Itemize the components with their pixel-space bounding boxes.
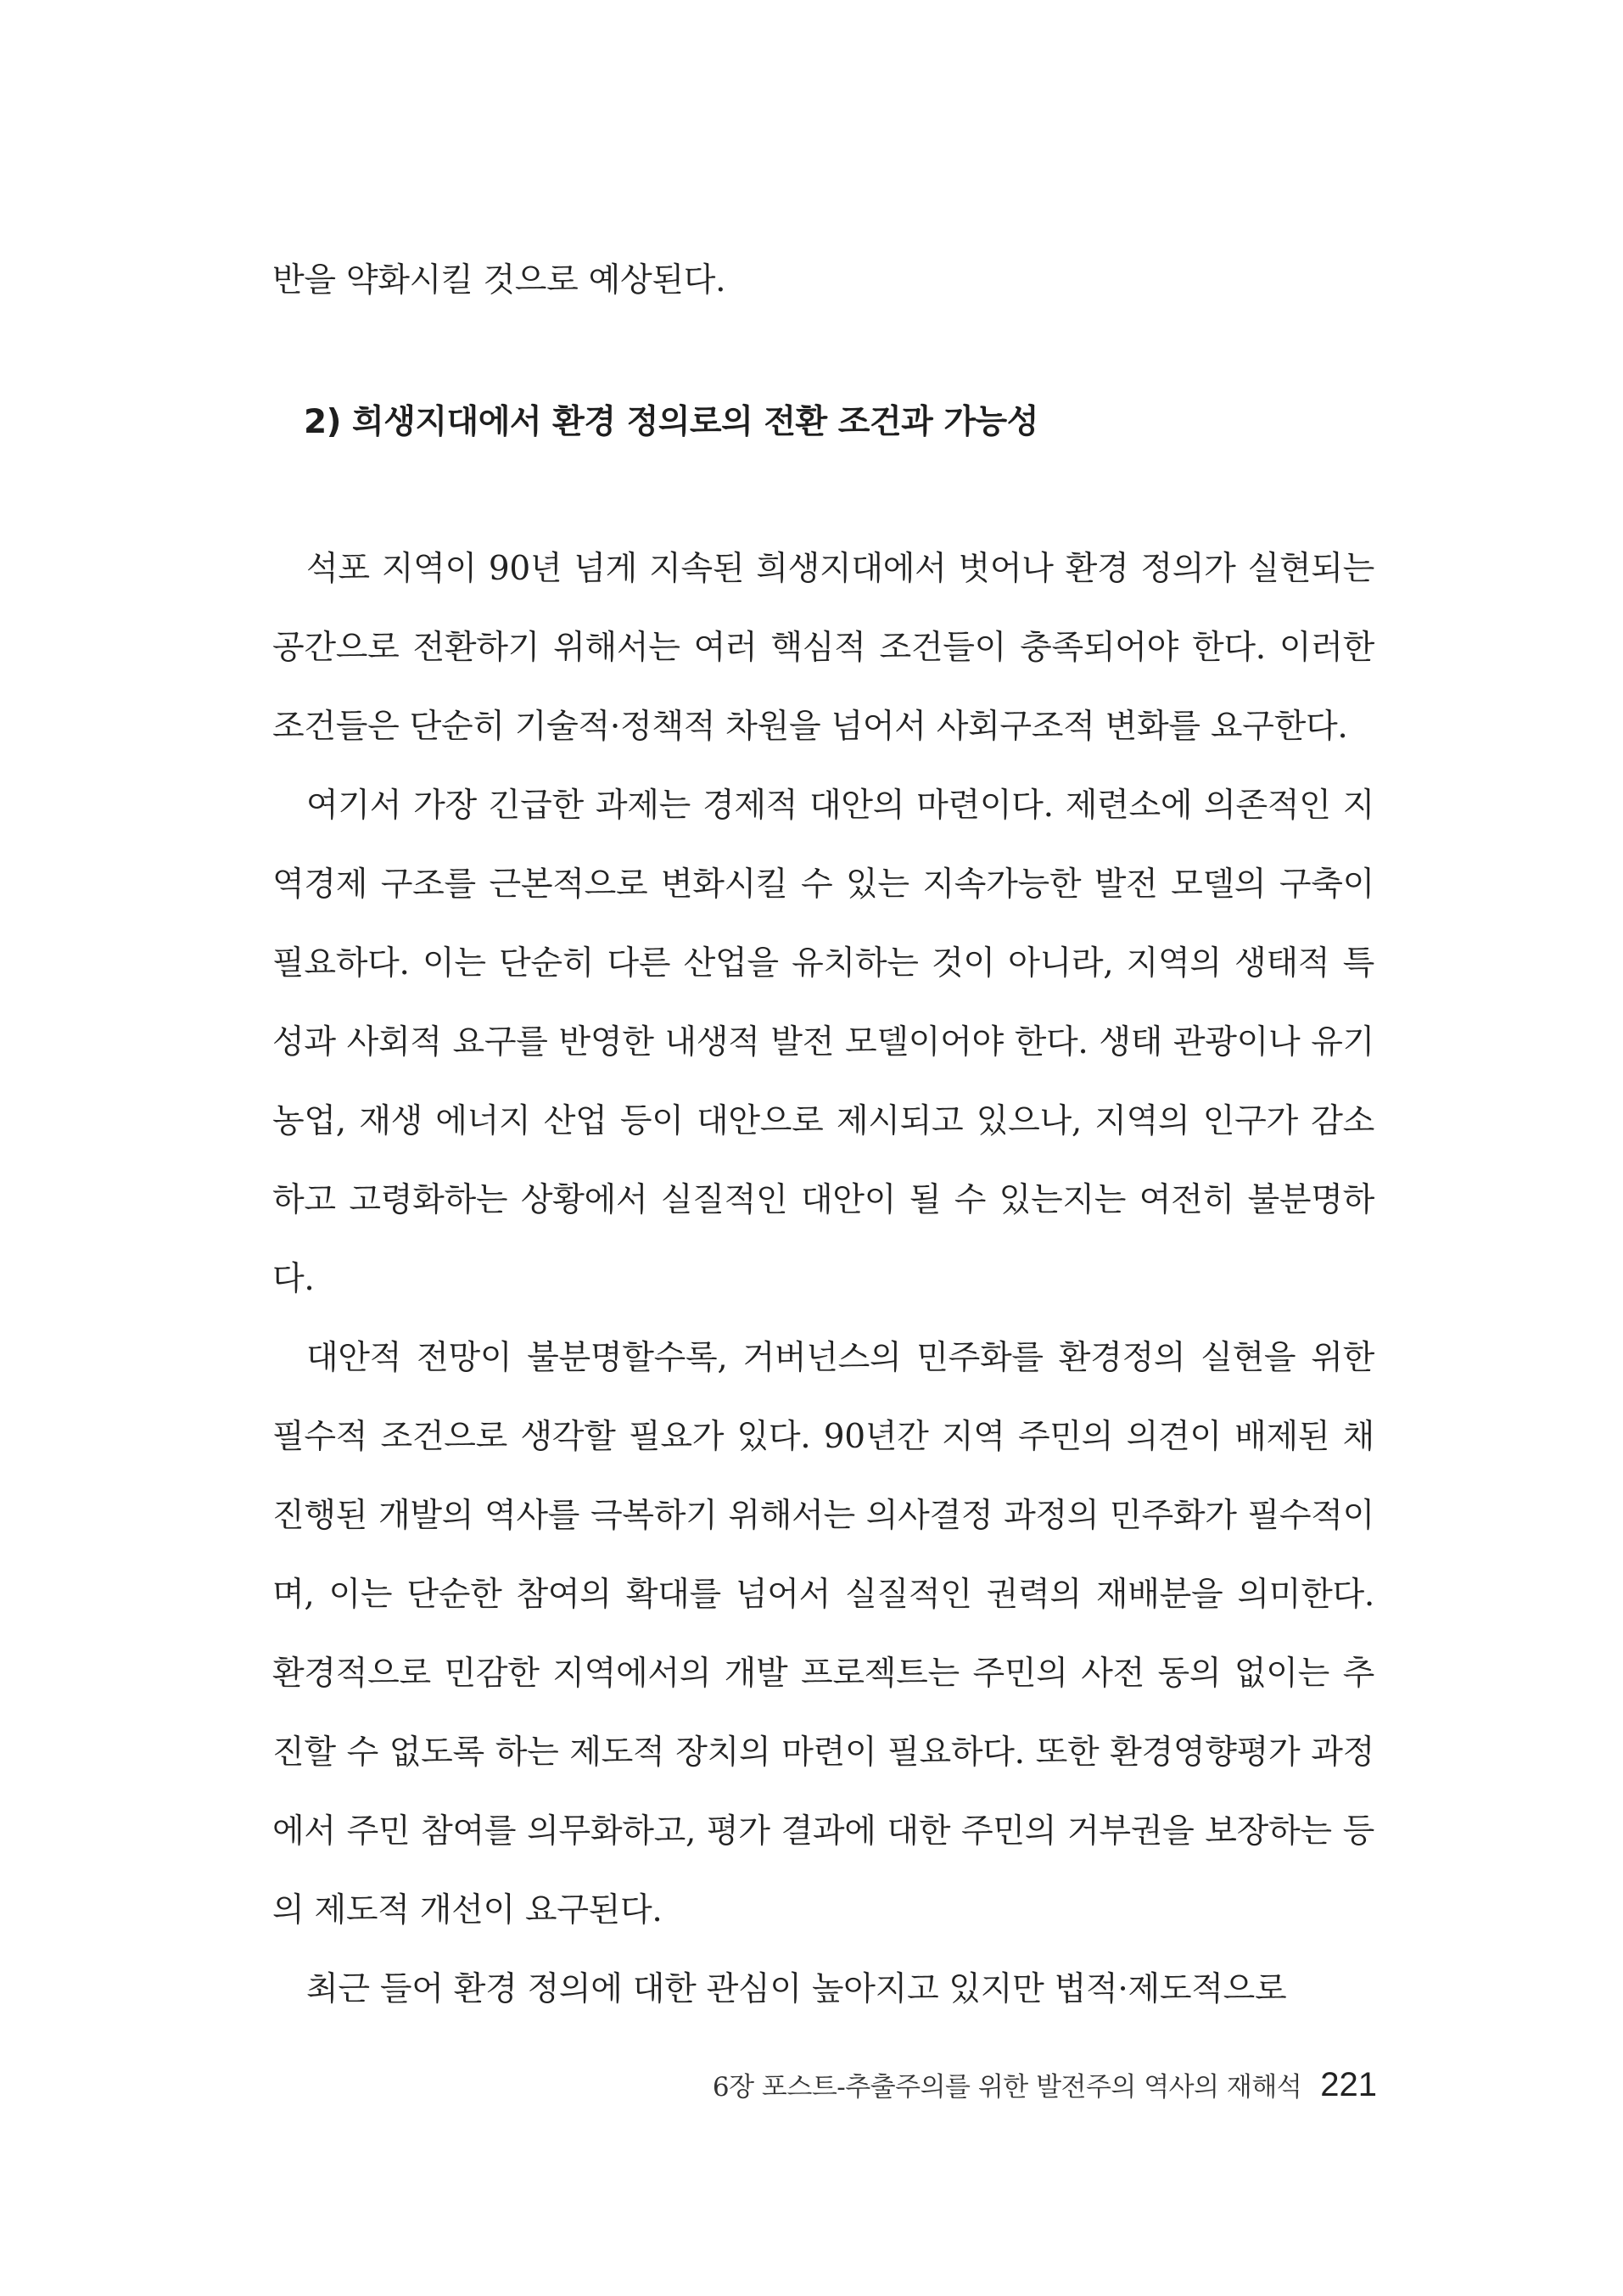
- paragraph-conditions: 석포 지역이 90년 넘게 지속된 희생지대에서 벗어나 환경 정의가 실현되는 공간으로 전환하기 위해서는 여러 핵심적 조건들이 충족되어야 한다. 이러한 조건들은 단순히 기술적·정책적 차원을 넘어서 사회구조적 변화를 요구한다.: [272, 550, 1374, 746]
- running-title: 6장 포스트-추출주의를 위한 발전주의 역사의 재해석: [712, 2072, 1302, 2103]
- continued-paragraph: 반을 약화시킬 것으로 예상된다.: [272, 261, 726, 300]
- body-paragraphs: [272, 529, 1374, 2029]
- page-number: 221: [1320, 2066, 1377, 2103]
- paragraph-governance-democratization: 대안적 전망이 불분명할수록, 거버넌스의 민주화를 환경정의 실현을 위한 필수적 조건으로 생각할 필요가 있다. 90년간 지역 주민의 의견이 배제된 채 진행된 개발의 역사를 극복하기 위해서는 의사결정 과정의 민주화가 필수적이며, 이는 단순한 참여의 확대를 넘어서 실질적인 권력의 재배분을 의미한다. 환경적으로 민감한 지역에서의 개발 프로젝트는 주민의 사전 동의 없이는 추진할 수 없도록 하는 제도적 장치의 마련이 필요하다. 또한 환경영향평가 과정에서 주민 참여를 의무화하고, 평가 결과에 대한 주민의 거부권을 보장하는 등의 제도적 개선이 요구된다.: [272, 1339, 1374, 1929]
- section-heading: 2) 희생지대에서 환경 정의로의 전환 조건과 가능성: [304, 403, 1038, 441]
- paragraph-legal-institutional: 최근 들어 환경 정의에 대한 관심이 높아지고 있지만 법적·제도적으로: [306, 1970, 1287, 2008]
- paragraph-economic-alternatives: 여기서 가장 긴급한 과제는 경제적 대안의 마련이다. 제련소에 의존적인 지역경제 구조를 근본적으로 변화시킬 수 있는 지속가능한 발전 모델의 구축이 필요하다. 이는 단순히 다른 산업을 유치하는 것이 아니라, 지역의 생태적 특성과 사회적 요구를 반영한 내생적 발전 모델이어야 한다. 생태 관광이나 유기농업, 재생 에너지 산업 등이 대안으로 제시되고 있으나, 지역의 인구가 감소하고 고령화하는 상황에서 실질적인 대안이 될 수 있는지는 여전히 불분명하다.: [272, 787, 1374, 1298]
- page-footer: [713, 2065, 1377, 2104]
